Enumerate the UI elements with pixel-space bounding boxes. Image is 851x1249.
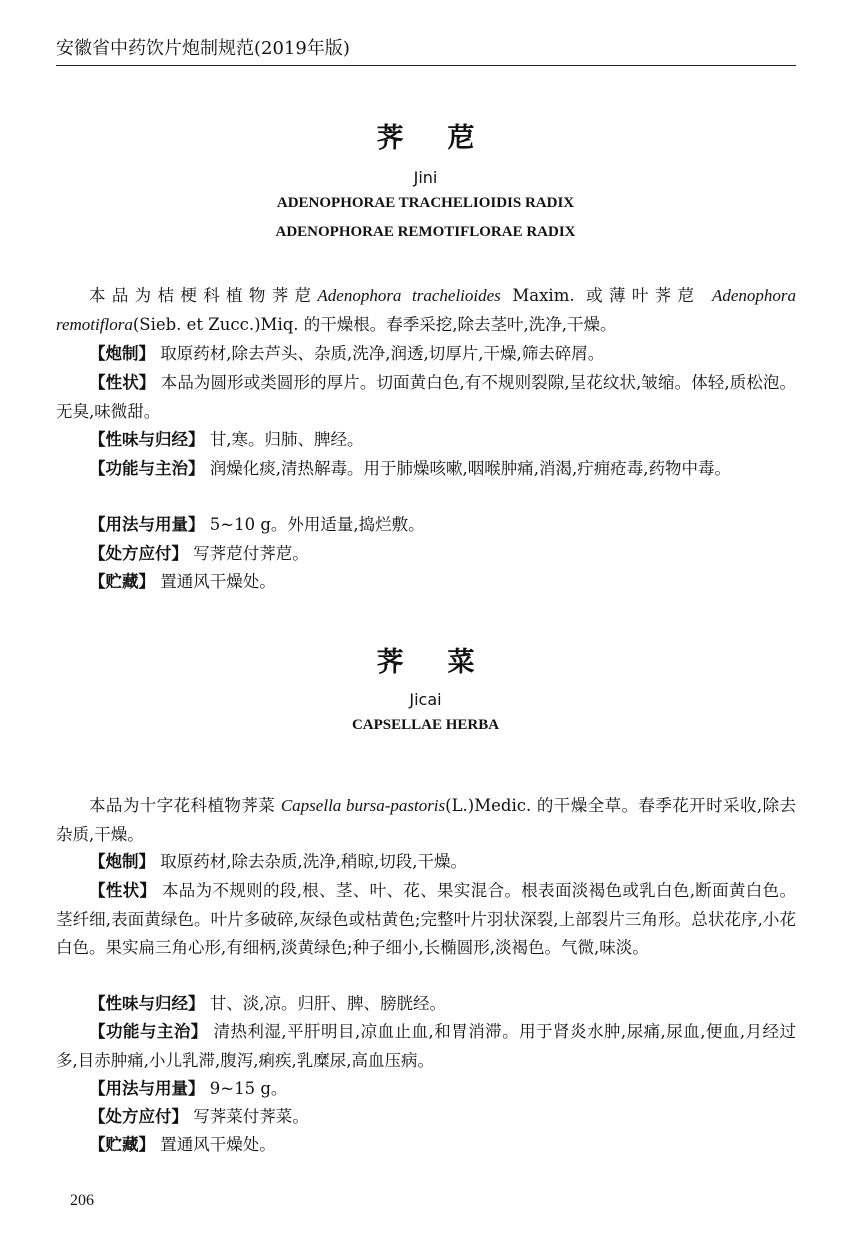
entry2-latin-name-1: CAPSELLAE HERBA (351, 717, 500, 733)
entry1-species-1: Adenophora trachelioides (317, 286, 501, 305)
page-number: 206 (70, 1192, 94, 1209)
header-divider (56, 65, 796, 66)
entry1-storage-label: 【贮藏】 (89, 572, 155, 591)
entry1-dosage-label: 【用法与用量】 (89, 515, 205, 534)
entry2-function-label: 【功能与主治】 (89, 1022, 208, 1041)
entry1-intro-b: Maxim. 或薄叶荠苨 (500, 286, 712, 305)
running-header: 安徽省中药饮片炮制规范(2019年版) (56, 38, 350, 59)
entry2-processing (56, 848, 796, 877)
entry2-dosage (56, 1075, 796, 1104)
entry1-dosage-text: 5~10 g。外用适量,捣烂敷。 (209, 515, 425, 534)
entry2-prescription (56, 1103, 796, 1132)
entry1-nature-label: 【性味与归经】 (89, 430, 205, 449)
entry1-character-label: 【性状】 (89, 373, 156, 392)
entry1-intro-c: (Sieb. et Zucc.)Miq. 的干燥根。春季采挖,除去茎叶,洗净,干燥。 (132, 314, 617, 334)
entry2-dosage-text: 9~15 g。 (209, 1079, 288, 1098)
entry2-nature-label: 【性味与归经】 (89, 994, 205, 1013)
entry1-function-text: 润燥化痰,清热解毒。用于肺燥咳嗽,咽喉肿痛,消渴,疔痈疮毒,药物中毒。 (209, 459, 731, 478)
entry1-function-label: 【功能与主治】 (89, 459, 205, 478)
entry1-processing-label: 【炮制】 (89, 344, 155, 363)
entry1-pinyin: Jini (413, 168, 438, 187)
entry1-latin-name-1: ADENOPHORAE TRACHELIOIDIS RADIX (276, 195, 575, 211)
entry1-nature (56, 426, 796, 455)
entry2-character-text: 本品为不规则的段,根、茎、叶、花、果实混合。根表面淡褐色或乳白色,断面黄白色。茎纤细,表面黄绿色。叶片多破碎,灰绿色或枯黄色;完整叶片羽状深裂,上部裂片三角形。总状花序,小花白色。果实扁三角心形,有细柄,淡黄绿色;种子细小,长椭圆形,淡褐色。气微,味淡。 (56, 881, 796, 958)
entry2-title: 荠菜 (376, 647, 519, 678)
entry1-prescription (56, 540, 796, 569)
entry2-processing-text: 取原药材,除去杂质,洗净,稍晾,切段,干燥。 (160, 852, 467, 871)
entry2-intro (56, 792, 796, 849)
entry2-character-label: 【性状】 (89, 881, 157, 900)
entry1-title: 荠苨 (376, 123, 519, 154)
entry1-prescription-text: 写荠苨付荠苨。 (193, 544, 309, 563)
entry1-processing (56, 340, 796, 369)
entry2-dosage-label: 【用法与用量】 (89, 1079, 205, 1098)
entry2-intro-b: (L.)Medic. 的干燥全草。春季花开时采收,除去杂质,干燥。 (56, 796, 796, 844)
entry2-pinyin: Jicai (409, 690, 442, 709)
entry1-intro (56, 282, 796, 339)
entry1-function (56, 455, 796, 484)
entry2-function (56, 1018, 796, 1075)
entry1-prescription-label: 【处方应付】 (89, 544, 188, 563)
entry2-species-1: Capsella bursa-pastoris (280, 796, 446, 815)
entry1-storage-text: 置通风干燥处。 (160, 572, 276, 591)
entry1-nature-text: 甘,寒。归肺、脾经。 (209, 430, 364, 449)
entry2-storage-text: 置通风干燥处。 (160, 1135, 276, 1154)
entry1-processing-text: 取原药材,除去芦头、杂质,洗净,润透,切厚片,干燥,筛去碎屑。 (160, 344, 605, 363)
entry2-processing-label: 【炮制】 (89, 852, 155, 871)
entry1-species-2: Adenophora remotiflora (56, 286, 796, 334)
entry1-latin-name-2: ADENOPHORAE REMOTIFLORAE RADIX (275, 224, 576, 240)
entry1-intro-a: 本品为桔梗科植物荠苨 (89, 286, 318, 305)
entry1-dosage (56, 511, 796, 540)
entry2-nature (56, 990, 796, 1019)
entry2-nature-text: 甘、淡,凉。归肝、脾、膀胱经。 (209, 994, 446, 1013)
entry2-storage-label: 【贮藏】 (89, 1135, 155, 1154)
entry2-prescription-text: 写荠菜付荠菜。 (193, 1107, 309, 1126)
entry2-storage (56, 1131, 796, 1160)
entry2-prescription-label: 【处方应付】 (89, 1107, 188, 1126)
entry1-storage (56, 568, 796, 597)
entry2-intro-a: 本品为十字花科植物荠菜 (89, 796, 281, 815)
entry1-character-text: 本品为圆形或类圆形的厚片。切面黄白色,有不规则裂隙,呈花纹状,皱缩。体轻,质松泡。无臭,味微甜。 (56, 373, 797, 421)
entry1-character (56, 369, 796, 426)
entry2-function-text: 清热利湿,平肝明目,凉血止血,和胃消滞。用于肾炎水肿,尿痛,尿血,便血,月经过多,目赤肿痛,小儿乳滞,腹泻,痢疾,乳糜尿,高血压病。 (56, 1022, 797, 1070)
entry2-character (56, 877, 796, 963)
